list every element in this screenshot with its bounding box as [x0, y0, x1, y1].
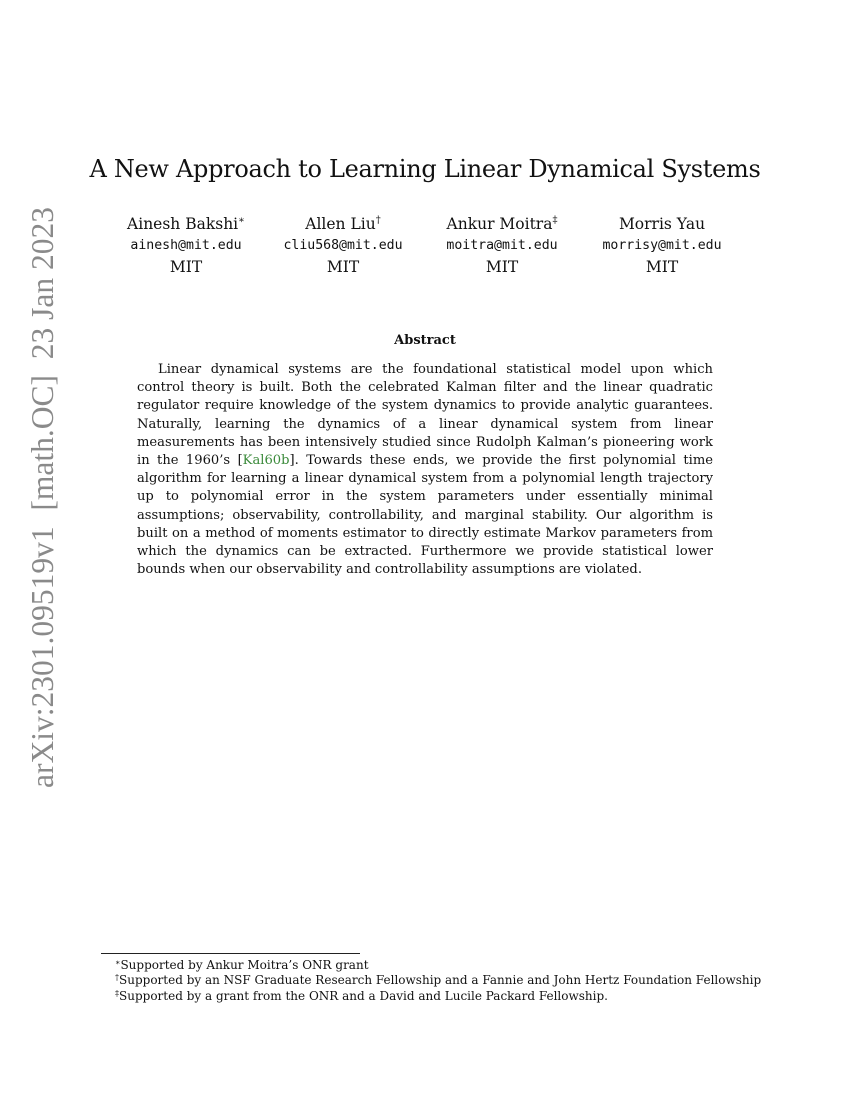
footnote-text: Supported by Ankur Moitra’s ONR grant: [120, 958, 369, 972]
author-mark: ‡: [552, 215, 558, 226]
author-affiliation: MIT: [645, 258, 679, 276]
citation-link[interactable]: Kal60b: [242, 453, 290, 469]
footnote-3: [115, 989, 608, 1004]
author-name: Ankur Moitra‡: [446, 215, 558, 233]
abstract-text-part-2: ]. Towards these ends, we provide the first polynomial time algorithm for learning a linear dynamical system from a polynomial length trajectory up to polynomial error in the system parameters under essentially minimal assumptions; observability, controllability, and marginal stability. Our algorithm is built on a method of moments estimator to directly estimate Markov parameters from which the dynamics can be extracted. Furthermore we provide statistical lower bounds when our observability and controllability assumptions are violated.: [137, 453, 713, 578]
footnote-divider: [101, 953, 360, 954]
footnote-1: [115, 958, 369, 973]
footnote-mark: ∗: [115, 958, 121, 967]
arxiv-id: arXiv:2301.09519v1: [25, 526, 60, 788]
author-name: Allen Liu†: [305, 215, 381, 233]
footnote-text: Supported by an NSF Graduate Research Fellowship and a Fannie and John Hertz Foundation Fellowship: [119, 973, 762, 987]
author-affiliation: MIT: [169, 258, 203, 276]
author-affiliation: MIT: [326, 258, 360, 276]
author-email: moitra@mit.edu: [446, 238, 558, 253]
arxiv-category: [math.OC]: [25, 375, 60, 511]
author-mark: †: [375, 215, 381, 226]
paper-title: A New Approach to Learning Linear Dynamical Systems: [89, 155, 761, 183]
abstract-body: [137, 361, 713, 579]
author-block-3: [412, 213, 592, 278]
author-mark: ∗: [238, 215, 245, 226]
author-email: morrisy@mit.edu: [602, 238, 722, 253]
author-block-4: [572, 213, 752, 278]
abstract-heading: Abstract: [394, 333, 456, 348]
author-email: cliu568@mit.edu: [283, 238, 403, 253]
author-block-2: [253, 213, 433, 278]
author-affiliation: MIT: [485, 258, 519, 276]
author-name: Morris Yau: [618, 215, 706, 233]
author-block-1: [96, 213, 276, 278]
footnote-2: [115, 973, 761, 988]
arxiv-sidebar-stamp: [23, 207, 63, 788]
author-name: Ainesh Bakshi∗: [127, 215, 245, 233]
abstract-text-part-1: Linear dynamical systems are the foundational statistical model upon which control theory is built. Both the celebrated Kalman filter and the linear quadratic regulator require knowledge of the system dynamics to provide analytic guarantees. Naturally, learning the dynamics of a linear dynamical system from linear measurements has been intensively studied since Rudolph Kalman’s pioneering work in the 1960’s [: [137, 362, 713, 469]
author-email: ainesh@mit.edu: [130, 238, 242, 253]
arxiv-date: 23 Jan 2023: [25, 207, 60, 360]
footnote-mark: †: [115, 973, 119, 982]
footnote-text: Supported by a grant from the ONR and a David and Lucile Packard Fellowship.: [119, 989, 608, 1003]
footnote-mark: ‡: [115, 989, 119, 998]
